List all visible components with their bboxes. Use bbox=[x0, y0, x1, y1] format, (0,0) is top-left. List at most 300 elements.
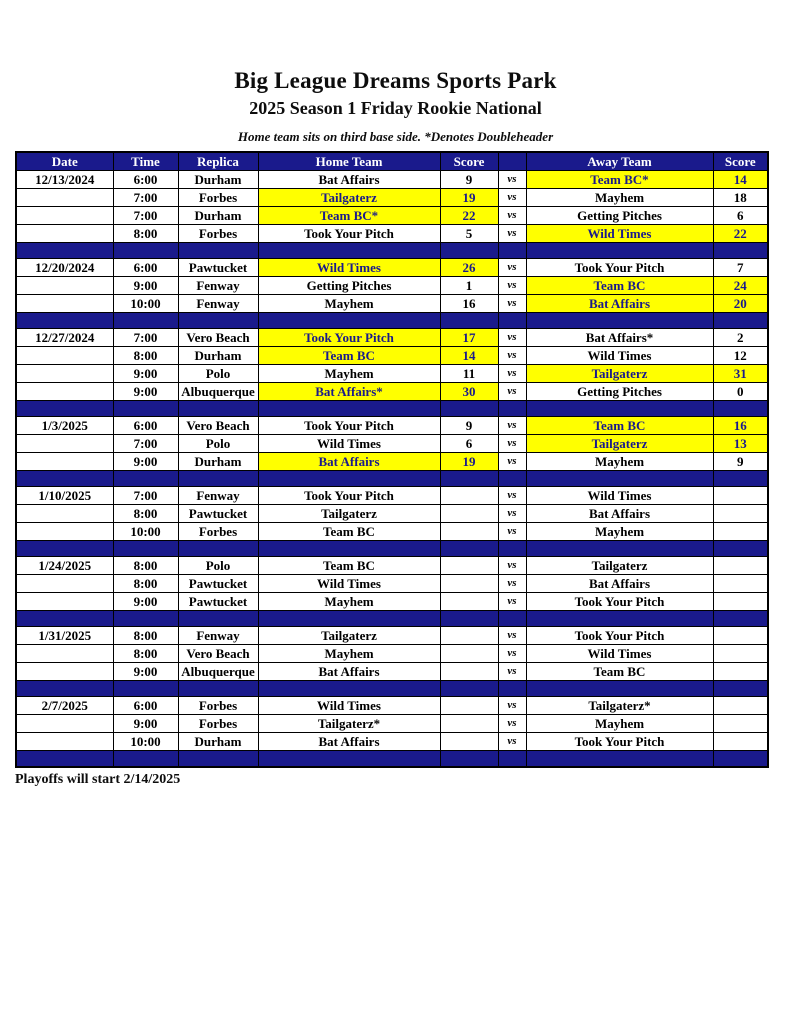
vs-cell: vs bbox=[498, 697, 526, 715]
vs-cell: vs bbox=[498, 277, 526, 295]
separator-cell bbox=[113, 243, 178, 259]
home-team-cell: Team BC bbox=[258, 347, 440, 365]
separator-cell bbox=[113, 541, 178, 557]
away-score-cell: 14 bbox=[713, 171, 768, 189]
game-row bbox=[16, 189, 768, 207]
separator-row bbox=[16, 681, 768, 697]
home-score-cell: 9 bbox=[440, 171, 498, 189]
away-team-cell: Mayhem bbox=[526, 189, 713, 207]
separator-cell bbox=[498, 611, 526, 627]
home-score-cell: 9 bbox=[440, 417, 498, 435]
separator-cell bbox=[713, 471, 768, 487]
vs-cell: vs bbox=[498, 627, 526, 645]
separator-cell bbox=[526, 401, 713, 417]
home-team-cell: Wild Times bbox=[258, 575, 440, 593]
separator-cell bbox=[16, 541, 113, 557]
home-score-cell: 6 bbox=[440, 435, 498, 453]
separator-cell bbox=[526, 471, 713, 487]
away-score-cell: 16 bbox=[713, 417, 768, 435]
date-cell: 12/27/2024 bbox=[16, 329, 113, 347]
date-cell bbox=[16, 207, 113, 225]
away-team-cell: Mayhem bbox=[526, 523, 713, 541]
replica-cell: Albuquerque bbox=[178, 383, 258, 401]
vs-cell: vs bbox=[498, 575, 526, 593]
vs-cell: vs bbox=[498, 715, 526, 733]
away-score-cell: 2 bbox=[713, 329, 768, 347]
home-score-cell: 1 bbox=[440, 277, 498, 295]
home-score-cell bbox=[440, 627, 498, 645]
vs-cell: vs bbox=[498, 259, 526, 277]
game-row bbox=[16, 697, 768, 715]
home-team-cell: Tailgaterz bbox=[258, 505, 440, 523]
time-cell: 9:00 bbox=[113, 715, 178, 733]
home-team-cell: Bat Affairs* bbox=[258, 383, 440, 401]
separator-cell bbox=[526, 681, 713, 697]
separator-cell bbox=[713, 243, 768, 259]
separator-cell bbox=[498, 471, 526, 487]
separator-cell bbox=[713, 401, 768, 417]
vs-cell: vs bbox=[498, 453, 526, 471]
away-team-cell: Took Your Pitch bbox=[526, 733, 713, 751]
replica-cell: Fenway bbox=[178, 627, 258, 645]
vs-cell: vs bbox=[498, 347, 526, 365]
separator-cell bbox=[713, 611, 768, 627]
home-score-cell: 11 bbox=[440, 365, 498, 383]
separator-cell bbox=[16, 471, 113, 487]
away-score-cell: 7 bbox=[713, 259, 768, 277]
away-score-cell: 6 bbox=[713, 207, 768, 225]
home-team-note: Home team sits on third base side. *Denotes Doubleheader bbox=[237, 129, 554, 145]
vs-cell: vs bbox=[498, 207, 526, 225]
separator-cell bbox=[440, 541, 498, 557]
home-score-cell bbox=[440, 487, 498, 505]
time-cell: 6:00 bbox=[113, 697, 178, 715]
separator-cell bbox=[713, 313, 768, 329]
date-cell bbox=[16, 645, 113, 663]
home-team-cell: Wild Times bbox=[258, 259, 440, 277]
game-row bbox=[16, 207, 768, 225]
time-cell: 9:00 bbox=[113, 277, 178, 295]
home-score-cell bbox=[440, 523, 498, 541]
vs-cell: vs bbox=[498, 663, 526, 681]
separator-cell bbox=[440, 681, 498, 697]
time-cell: 9:00 bbox=[113, 365, 178, 383]
replica-cell: Fenway bbox=[178, 277, 258, 295]
time-cell: 10:00 bbox=[113, 733, 178, 751]
home-team-cell: Wild Times bbox=[258, 435, 440, 453]
date-cell: 1/24/2025 bbox=[16, 557, 113, 575]
time-cell: 7:00 bbox=[113, 189, 178, 207]
separator-cell bbox=[498, 313, 526, 329]
separator-cell bbox=[258, 243, 440, 259]
separator-row bbox=[16, 313, 768, 329]
home-team-cell: Took Your Pitch bbox=[258, 225, 440, 243]
separator-cell bbox=[526, 751, 713, 768]
home-team-cell: Wild Times bbox=[258, 697, 440, 715]
vs-cell: vs bbox=[498, 557, 526, 575]
away-score-cell bbox=[713, 715, 768, 733]
time-cell: 8:00 bbox=[113, 645, 178, 663]
separator-cell bbox=[713, 751, 768, 768]
vs-cell: vs bbox=[498, 225, 526, 243]
game-row bbox=[16, 171, 768, 189]
date-cell bbox=[16, 505, 113, 523]
header-home-score: Score bbox=[440, 152, 498, 171]
separator-cell bbox=[16, 401, 113, 417]
time-cell: 8:00 bbox=[113, 225, 178, 243]
game-row bbox=[16, 277, 768, 295]
away-team-cell: Took Your Pitch bbox=[526, 627, 713, 645]
separator-cell bbox=[16, 681, 113, 697]
home-score-cell: 19 bbox=[440, 453, 498, 471]
separator-cell bbox=[113, 611, 178, 627]
time-cell: 8:00 bbox=[113, 575, 178, 593]
game-row bbox=[16, 365, 768, 383]
game-row bbox=[16, 417, 768, 435]
away-score-cell: 18 bbox=[713, 189, 768, 207]
separator-cell bbox=[498, 681, 526, 697]
separator-cell bbox=[178, 471, 258, 487]
away-team-cell: Tailgaterz bbox=[526, 365, 713, 383]
separator-cell bbox=[113, 401, 178, 417]
vs-cell: vs bbox=[498, 733, 526, 751]
separator-cell bbox=[113, 471, 178, 487]
game-row bbox=[16, 259, 768, 277]
home-score-cell: 26 bbox=[440, 259, 498, 277]
replica-cell: Durham bbox=[178, 453, 258, 471]
replica-cell: Forbes bbox=[178, 523, 258, 541]
time-cell: 10:00 bbox=[113, 295, 178, 313]
game-row bbox=[16, 557, 768, 575]
date-cell bbox=[16, 225, 113, 243]
away-team-cell: Tailgaterz bbox=[526, 557, 713, 575]
date-cell bbox=[16, 575, 113, 593]
separator-cell bbox=[258, 471, 440, 487]
separator-cell bbox=[526, 313, 713, 329]
vs-cell: vs bbox=[498, 435, 526, 453]
home-score-cell: 14 bbox=[440, 347, 498, 365]
home-score-cell bbox=[440, 557, 498, 575]
away-team-cell: Getting Pitches bbox=[526, 383, 713, 401]
separator-cell bbox=[440, 401, 498, 417]
replica-cell: Forbes bbox=[178, 715, 258, 733]
away-team-cell: Wild Times bbox=[526, 347, 713, 365]
time-cell: 6:00 bbox=[113, 417, 178, 435]
replica-cell: Albuquerque bbox=[178, 663, 258, 681]
replica-cell: Vero Beach bbox=[178, 645, 258, 663]
replica-cell: Polo bbox=[178, 365, 258, 383]
away-score-cell bbox=[713, 663, 768, 681]
date-cell bbox=[16, 189, 113, 207]
vs-cell: vs bbox=[498, 329, 526, 347]
home-team-cell: Tailgaterz* bbox=[258, 715, 440, 733]
separator-cell bbox=[178, 313, 258, 329]
home-team-cell: Mayhem bbox=[258, 645, 440, 663]
away-score-cell: 13 bbox=[713, 435, 768, 453]
replica-cell: Pawtucket bbox=[178, 575, 258, 593]
away-score-cell: 20 bbox=[713, 295, 768, 313]
away-team-cell: Team BC bbox=[526, 417, 713, 435]
away-team-cell: Team BC* bbox=[526, 171, 713, 189]
home-score-cell: 17 bbox=[440, 329, 498, 347]
game-row bbox=[16, 295, 768, 313]
separator-cell bbox=[498, 243, 526, 259]
home-team-cell: Tailgaterz bbox=[258, 627, 440, 645]
time-cell: 8:00 bbox=[113, 505, 178, 523]
home-team-cell: Team BC bbox=[258, 523, 440, 541]
away-team-cell: Team BC bbox=[526, 663, 713, 681]
away-score-cell: 24 bbox=[713, 277, 768, 295]
separator-cell bbox=[258, 681, 440, 697]
separator-row bbox=[16, 541, 768, 557]
game-row bbox=[16, 435, 768, 453]
time-cell: 7:00 bbox=[113, 207, 178, 225]
page-title: Big League Dreams Sports Park bbox=[234, 68, 557, 93]
replica-cell: Polo bbox=[178, 557, 258, 575]
separator-cell bbox=[258, 401, 440, 417]
away-team-cell: Getting Pitches bbox=[526, 207, 713, 225]
date-cell bbox=[16, 523, 113, 541]
home-score-cell: 19 bbox=[440, 189, 498, 207]
separator-cell bbox=[178, 541, 258, 557]
away-team-cell: Wild Times bbox=[526, 645, 713, 663]
away-team-cell: Tailgaterz bbox=[526, 435, 713, 453]
home-team-cell: Tailgaterz bbox=[258, 189, 440, 207]
replica-cell: Forbes bbox=[178, 189, 258, 207]
away-team-cell: Tailgaterz* bbox=[526, 697, 713, 715]
home-team-cell: Took Your Pitch bbox=[258, 487, 440, 505]
game-row bbox=[16, 593, 768, 611]
page-subtitle: 2025 Season 1 Friday Rookie National bbox=[249, 98, 542, 119]
date-cell bbox=[16, 295, 113, 313]
separator-cell bbox=[113, 313, 178, 329]
time-cell: 7:00 bbox=[113, 487, 178, 505]
replica-cell: Polo bbox=[178, 435, 258, 453]
separator-cell bbox=[16, 313, 113, 329]
separator-row bbox=[16, 471, 768, 487]
game-row bbox=[16, 733, 768, 751]
date-cell: 12/20/2024 bbox=[16, 259, 113, 277]
date-cell bbox=[16, 663, 113, 681]
game-row bbox=[16, 225, 768, 243]
replica-cell: Durham bbox=[178, 207, 258, 225]
time-cell: 9:00 bbox=[113, 593, 178, 611]
separator-cell bbox=[713, 541, 768, 557]
vs-cell: vs bbox=[498, 593, 526, 611]
date-cell bbox=[16, 593, 113, 611]
away-score-cell bbox=[713, 697, 768, 715]
game-row bbox=[16, 627, 768, 645]
home-team-cell: Team BC bbox=[258, 557, 440, 575]
separator-cell bbox=[526, 611, 713, 627]
time-cell: 7:00 bbox=[113, 435, 178, 453]
away-team-cell: Bat Affairs* bbox=[526, 329, 713, 347]
separator-cell bbox=[16, 751, 113, 768]
replica-cell: Forbes bbox=[178, 697, 258, 715]
away-team-cell: Wild Times bbox=[526, 225, 713, 243]
separator-cell bbox=[113, 751, 178, 768]
separator-cell bbox=[713, 681, 768, 697]
home-score-cell bbox=[440, 733, 498, 751]
separator-cell bbox=[440, 751, 498, 768]
home-team-cell: Took Your Pitch bbox=[258, 329, 440, 347]
game-row bbox=[16, 663, 768, 681]
separator-row bbox=[16, 611, 768, 627]
date-cell: 1/31/2025 bbox=[16, 627, 113, 645]
home-team-cell: Took Your Pitch bbox=[258, 417, 440, 435]
home-team-cell: Team BC* bbox=[258, 207, 440, 225]
home-team-cell: Bat Affairs bbox=[258, 663, 440, 681]
home-score-cell bbox=[440, 697, 498, 715]
away-score-cell: 9 bbox=[713, 453, 768, 471]
vs-cell: vs bbox=[498, 505, 526, 523]
separator-cell bbox=[526, 243, 713, 259]
time-cell: 8:00 bbox=[113, 347, 178, 365]
home-score-cell bbox=[440, 505, 498, 523]
separator-cell bbox=[178, 751, 258, 768]
schedule-body bbox=[16, 171, 768, 768]
vs-cell: vs bbox=[498, 295, 526, 313]
replica-cell: Durham bbox=[178, 171, 258, 189]
time-cell: 10:00 bbox=[113, 523, 178, 541]
separator-row bbox=[16, 243, 768, 259]
game-row bbox=[16, 347, 768, 365]
separator-cell bbox=[498, 401, 526, 417]
away-score-cell: 12 bbox=[713, 347, 768, 365]
game-row bbox=[16, 715, 768, 733]
away-score-cell bbox=[713, 575, 768, 593]
home-score-cell: 30 bbox=[440, 383, 498, 401]
separator-cell bbox=[526, 541, 713, 557]
separator-cell bbox=[258, 611, 440, 627]
separator-cell bbox=[498, 541, 526, 557]
separator-cell bbox=[258, 751, 440, 768]
away-team-cell: Took Your Pitch bbox=[526, 593, 713, 611]
separator-cell bbox=[178, 611, 258, 627]
time-cell: 8:00 bbox=[113, 627, 178, 645]
vs-cell: vs bbox=[498, 189, 526, 207]
vs-cell: vs bbox=[498, 417, 526, 435]
away-score-cell bbox=[713, 557, 768, 575]
replica-cell: Durham bbox=[178, 733, 258, 751]
game-row bbox=[16, 645, 768, 663]
date-cell: 1/10/2025 bbox=[16, 487, 113, 505]
replica-cell: Forbes bbox=[178, 225, 258, 243]
replica-cell: Fenway bbox=[178, 295, 258, 313]
away-score-cell bbox=[713, 523, 768, 541]
away-team-cell: Mayhem bbox=[526, 715, 713, 733]
home-score-cell bbox=[440, 715, 498, 733]
home-team-cell: Mayhem bbox=[258, 365, 440, 383]
game-row bbox=[16, 487, 768, 505]
home-score-cell: 5 bbox=[440, 225, 498, 243]
home-team-cell: Bat Affairs bbox=[258, 733, 440, 751]
replica-cell: Vero Beach bbox=[178, 329, 258, 347]
separator-cell bbox=[258, 313, 440, 329]
time-cell: 8:00 bbox=[113, 557, 178, 575]
away-score-cell: 0 bbox=[713, 383, 768, 401]
game-row bbox=[16, 505, 768, 523]
date-cell bbox=[16, 453, 113, 471]
home-team-cell: Mayhem bbox=[258, 593, 440, 611]
replica-cell: Durham bbox=[178, 347, 258, 365]
time-cell: 9:00 bbox=[113, 453, 178, 471]
separator-cell bbox=[440, 611, 498, 627]
time-cell: 6:00 bbox=[113, 171, 178, 189]
away-team-cell: Bat Affairs bbox=[526, 505, 713, 523]
separator-cell bbox=[16, 243, 113, 259]
header-replica: Replica bbox=[178, 152, 258, 171]
vs-cell: vs bbox=[498, 645, 526, 663]
header-vs bbox=[498, 152, 526, 171]
replica-cell: Fenway bbox=[178, 487, 258, 505]
header-away-score: Score bbox=[713, 152, 768, 171]
away-team-cell: Mayhem bbox=[526, 453, 713, 471]
away-score-cell bbox=[713, 733, 768, 751]
separator-cell bbox=[440, 471, 498, 487]
home-score-cell: 22 bbox=[440, 207, 498, 225]
away-score-cell bbox=[713, 627, 768, 645]
separator-cell bbox=[178, 401, 258, 417]
separator-cell bbox=[16, 611, 113, 627]
replica-cell: Vero Beach bbox=[178, 417, 258, 435]
home-team-cell: Bat Affairs bbox=[258, 453, 440, 471]
replica-cell: Pawtucket bbox=[178, 259, 258, 277]
away-score-cell bbox=[713, 645, 768, 663]
replica-cell: Pawtucket bbox=[178, 593, 258, 611]
separator-cell bbox=[178, 681, 258, 697]
game-row bbox=[16, 523, 768, 541]
time-cell: 9:00 bbox=[113, 663, 178, 681]
header-away-team: Away Team bbox=[526, 152, 713, 171]
away-team-cell: Bat Affairs bbox=[526, 575, 713, 593]
vs-cell: vs bbox=[498, 365, 526, 383]
vs-cell: vs bbox=[498, 171, 526, 189]
vs-cell: vs bbox=[498, 487, 526, 505]
header-row bbox=[16, 152, 768, 171]
header-time: Time bbox=[113, 152, 178, 171]
separator-cell bbox=[258, 541, 440, 557]
away-score-cell bbox=[713, 487, 768, 505]
playoffs-note: Playoffs will start 2/14/2025 bbox=[15, 772, 181, 788]
separator-row bbox=[16, 751, 768, 768]
away-team-cell: Bat Affairs bbox=[526, 295, 713, 313]
date-cell bbox=[16, 365, 113, 383]
home-score-cell bbox=[440, 575, 498, 593]
header-home-team: Home Team bbox=[258, 152, 440, 171]
home-score-cell bbox=[440, 663, 498, 681]
separator-cell bbox=[440, 243, 498, 259]
away-team-cell: Took Your Pitch bbox=[526, 259, 713, 277]
vs-cell: vs bbox=[498, 383, 526, 401]
home-team-cell: Mayhem bbox=[258, 295, 440, 313]
date-cell bbox=[16, 435, 113, 453]
game-row bbox=[16, 383, 768, 401]
date-cell: 1/3/2025 bbox=[16, 417, 113, 435]
separator-cell bbox=[440, 313, 498, 329]
away-score-cell: 22 bbox=[713, 225, 768, 243]
game-row bbox=[16, 329, 768, 347]
date-cell: 2/7/2025 bbox=[16, 697, 113, 715]
home-team-cell: Bat Affairs bbox=[258, 171, 440, 189]
date-cell: 12/13/2024 bbox=[16, 171, 113, 189]
time-cell: 9:00 bbox=[113, 383, 178, 401]
game-row bbox=[16, 575, 768, 593]
away-score-cell bbox=[713, 593, 768, 611]
away-score-cell bbox=[713, 505, 768, 523]
home-team-cell: Getting Pitches bbox=[258, 277, 440, 295]
date-cell bbox=[16, 715, 113, 733]
